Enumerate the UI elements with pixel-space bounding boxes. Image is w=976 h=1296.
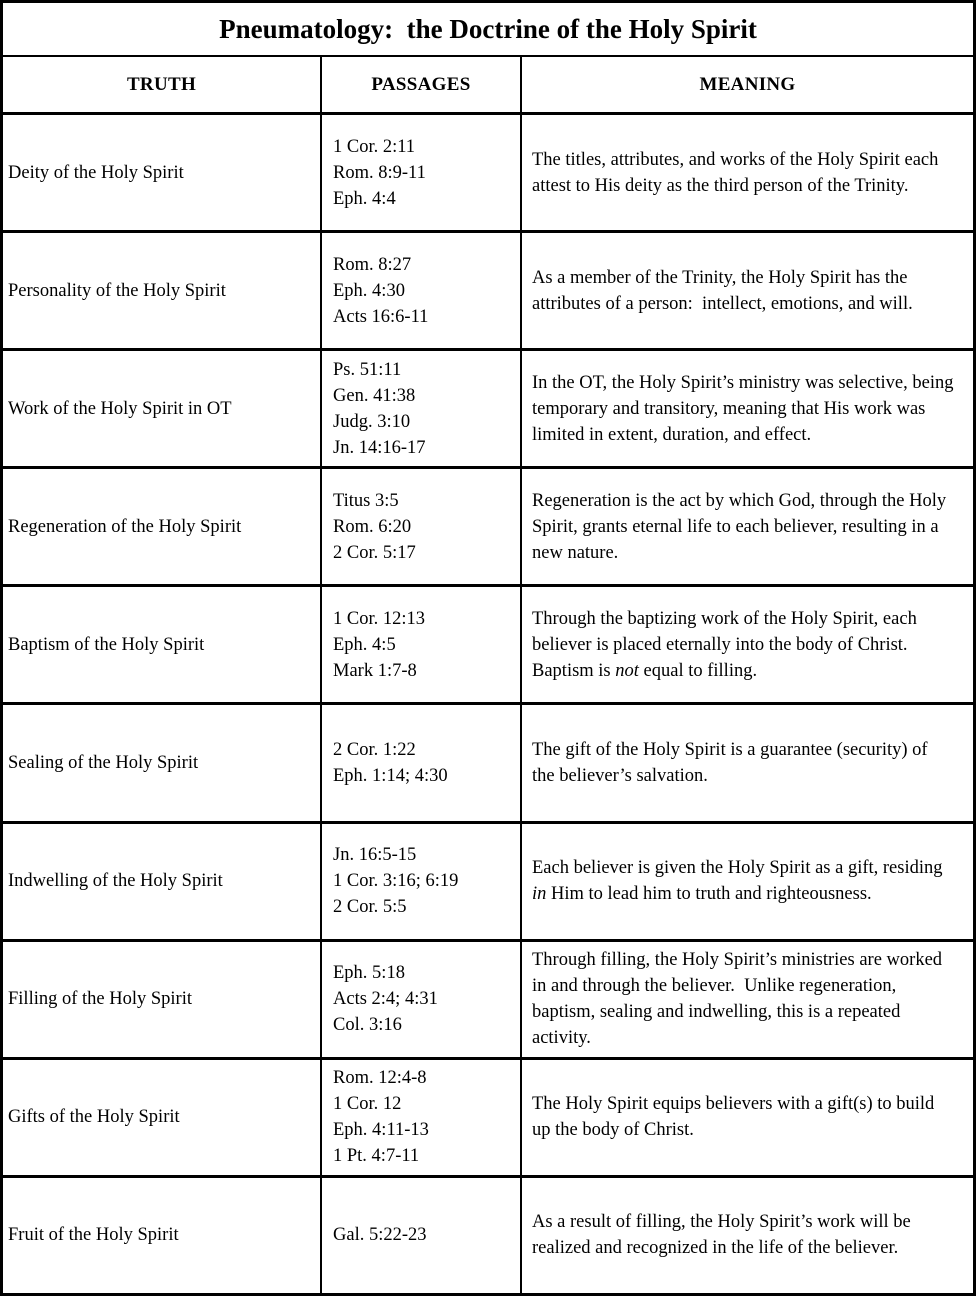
meaning-segment: Each believer is given the Holy Spirit as a gift, residing: [532, 858, 948, 879]
meaning-cell: [520, 351, 973, 466]
passages-list: [333, 606, 425, 684]
truth-label: Regeneration of the Holy Spirit: [8, 516, 242, 537]
passage-ref: Titus 3:5: [333, 490, 399, 511]
meaning-cell: [520, 824, 973, 939]
truth-label: Gifts of the Holy Spirit: [8, 1107, 180, 1128]
passage-ref: Eph. 1:14; 4:30: [333, 766, 448, 787]
meaning-segment-italic: in: [532, 884, 547, 905]
meaning-text: [532, 947, 954, 1051]
passage-ref: 2 Cor. 5:17: [333, 542, 416, 563]
passage-ref: Jn. 14:16-17: [333, 437, 426, 458]
truth-label: Baptism of the Holy Spirit: [8, 634, 205, 655]
table-body: [3, 115, 973, 1293]
passages-list: [333, 357, 426, 461]
table-row: [3, 1060, 973, 1178]
meaning-text: [532, 488, 954, 566]
table-row: [3, 587, 973, 705]
table-title: Pneumatology: the Doctrine of the Holy Spirit: [3, 3, 973, 57]
meaning-cell: [520, 1060, 973, 1175]
table-row: [3, 1178, 973, 1293]
truth-cell: [3, 233, 320, 348]
passages-cell: [320, 1060, 520, 1175]
truth-cell: [3, 824, 320, 939]
truth-label: Indwelling of the Holy Spirit: [8, 871, 223, 892]
column-header-truth: TRUTH: [126, 73, 197, 95]
passages-list: [333, 842, 458, 920]
truth-cell: [3, 1060, 320, 1175]
meaning-cell: [520, 233, 973, 348]
passages-cell: [320, 587, 520, 702]
passages-list: [333, 1065, 429, 1169]
meaning-segment: Through the baptizing work of the Holy Spirit, each believer is placed eternally into the body of Christ. Baptism is: [532, 608, 922, 681]
column-header-passages: PASSAGES: [320, 57, 520, 112]
passages-list: [333, 488, 416, 566]
passages-cell: [320, 115, 520, 230]
truth-label: Deity of the Holy Spirit: [8, 162, 184, 183]
passages-list: [333, 134, 426, 212]
passage-ref: Rom. 8:27: [333, 254, 412, 275]
meaning-segment: Through filling, the Holy Spirit’s ministries are worked in and through the believer. Unlike regeneration, baptism, sealing and indwelling, this is a repeated activity.: [532, 950, 947, 1049]
truth-cell: [3, 351, 320, 466]
meaning-cell: [520, 1178, 973, 1293]
passage-ref: Eph. 4:11-13: [333, 1120, 429, 1141]
passage-ref: Rom. 6:20: [333, 516, 412, 537]
meaning-cell: [520, 705, 973, 820]
column-header-meaning: MEANING: [520, 57, 973, 112]
truth-label: Filling of the Holy Spirit: [8, 989, 192, 1010]
passage-ref: Eph. 4:5: [333, 634, 396, 655]
passages-cell: [320, 705, 520, 820]
truth-cell: [3, 115, 320, 230]
meaning-segment: In the OT, the Holy Spirit’s ministry was selective, being temporary and transitory, meaning that His work was limited in extent, duration, and effect.: [532, 372, 959, 445]
meaning-segment: The Holy Spirit equips believers with a gift(s) to build up the body of Christ.: [532, 1094, 939, 1141]
table-row: [3, 233, 973, 351]
table-row: [3, 942, 973, 1060]
passage-ref: 1 Cor. 2:11: [333, 136, 416, 157]
truth-cell: [3, 587, 320, 702]
passages-cell: [320, 469, 520, 584]
passages-cell: [320, 233, 520, 348]
passage-ref: 1 Pt. 4:7-11: [333, 1146, 420, 1167]
meaning-text: [532, 855, 954, 907]
truth-cell: [3, 942, 320, 1057]
table-row: [3, 351, 973, 469]
meaning-segment-italic: not: [615, 660, 639, 681]
passage-ref: 2 Cor. 1:22: [333, 740, 416, 761]
meaning-text: [532, 1209, 954, 1261]
meaning-segment: Regeneration is the act by which God, through the Holy Spirit, grants eternal life to each believer, resulting in a new nature.: [532, 490, 951, 563]
passages-list: [333, 737, 448, 789]
passage-ref: 1 Cor. 3:16; 6:19: [333, 871, 459, 892]
truth-cell: [3, 469, 320, 584]
meaning-segment: equal to filling.: [638, 660, 758, 681]
passage-ref: Judg. 3:10: [333, 411, 411, 432]
passages-cell: [320, 351, 520, 466]
truth-label: Fruit of the Holy Spirit: [8, 1225, 179, 1246]
meaning-text: [532, 147, 954, 199]
passages-cell: [320, 942, 520, 1057]
passage-ref: Eph. 5:18: [333, 963, 405, 984]
passage-ref: Ps. 51:11: [333, 359, 402, 380]
passage-ref: Gal. 5:22-23: [333, 1225, 427, 1246]
truth-label: Work of the Holy Spirit in OT: [8, 398, 232, 419]
table-row: [3, 469, 973, 587]
meaning-cell: [520, 469, 973, 584]
meaning-segment: The gift of the Holy Spirit is a guarantee (security) of the believer’s salvation.: [532, 740, 933, 787]
passage-ref: Rom. 8:9-11: [333, 162, 426, 183]
meaning-text: [532, 606, 954, 684]
passage-ref: Gen. 41:38: [333, 385, 416, 406]
meaning-segment: Him to lead him to truth and righteousness.: [546, 884, 872, 905]
passage-ref: 1 Cor. 12:13: [333, 608, 425, 629]
meaning-cell: [520, 942, 973, 1057]
meaning-segment: The titles, attributes, and works of the Holy Spirit each attest to His deity as the third person of the Trinity.: [532, 149, 944, 196]
passage-ref: Eph. 4:4: [333, 188, 396, 209]
passage-ref: Eph. 4:30: [333, 280, 405, 301]
passages-list: [333, 960, 438, 1038]
meaning-text: [532, 737, 954, 789]
passage-ref: Jn. 16:5-15: [333, 845, 417, 866]
passage-ref: 2 Cor. 5:5: [333, 897, 407, 918]
table-row: [3, 705, 973, 823]
table-header-row: [3, 57, 973, 115]
meaning-cell: [520, 115, 973, 230]
meaning-text: [532, 1091, 954, 1143]
passage-ref: Rom. 12:4-8: [333, 1068, 427, 1089]
meaning-text: [532, 370, 959, 448]
truth-label: Sealing of the Holy Spirit: [8, 753, 199, 774]
passages-list: [333, 1222, 427, 1248]
passages-list: [333, 252, 428, 330]
meaning-cell: [520, 587, 973, 702]
meaning-text: [532, 265, 954, 317]
passages-cell: [320, 1178, 520, 1293]
passages-cell: [320, 824, 520, 939]
meaning-segment: As a member of the Trinity, the Holy Spirit has the attributes of a person: intellect, emotions, and will.: [532, 267, 913, 314]
truth-cell: [3, 1178, 320, 1293]
truth-label: Personality of the Holy Spirit: [8, 280, 226, 301]
passage-ref: Mark 1:7-8: [333, 660, 417, 681]
truth-cell: [3, 705, 320, 820]
table-row: [3, 824, 973, 942]
passage-ref: 1 Cor. 12: [333, 1094, 402, 1115]
passage-ref: Col. 3:16: [333, 1015, 402, 1036]
table-row: [3, 115, 973, 233]
meaning-segment: As a result of filling, the Holy Spirit’s work will be realized and recognized in the life of the believer.: [532, 1212, 916, 1259]
passage-ref: Acts 2:4; 4:31: [333, 989, 438, 1010]
passage-ref: Acts 16:6-11: [333, 306, 429, 327]
